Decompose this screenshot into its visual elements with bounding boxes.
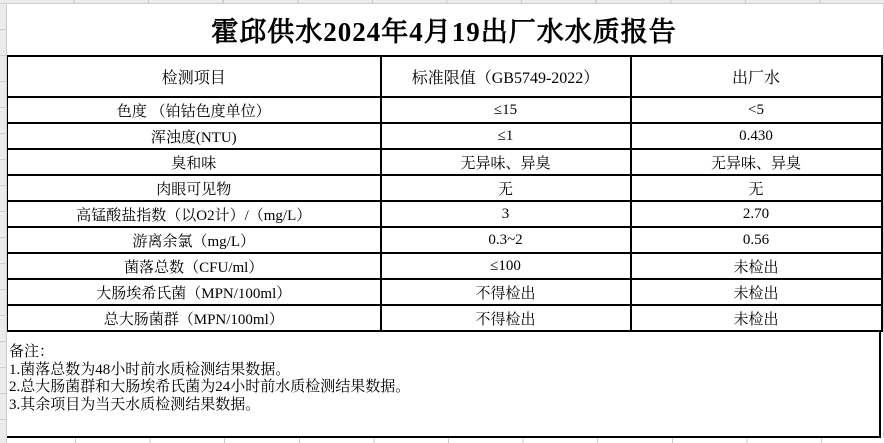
water-quality-table bbox=[7, 55, 883, 332]
notes-label: 备注： bbox=[9, 344, 55, 360]
parameter-cell: 肉眼可见物 bbox=[8, 175, 381, 201]
value-cell: 未检出 bbox=[631, 253, 882, 279]
limit-cell: 无异味、异臭 bbox=[381, 149, 631, 175]
value-cell: 0.56 bbox=[631, 227, 882, 253]
value-cell: 2.70 bbox=[631, 201, 882, 227]
sheet-left-gridline-margin bbox=[0, 4, 7, 443]
table-row bbox=[8, 279, 882, 305]
value-cell: 0.430 bbox=[631, 123, 882, 149]
limit-cell: ≤100 bbox=[381, 253, 631, 279]
table-row bbox=[8, 97, 882, 123]
table-row bbox=[8, 305, 882, 331]
parameter-cell: 高锰酸盐指数（以O2计）/（mg/L） bbox=[8, 201, 381, 227]
value-cell: 无异味、异臭 bbox=[631, 149, 882, 175]
value-cell: 无 bbox=[631, 175, 882, 201]
parameter-cell: 菌落总数（CFU/ml） bbox=[8, 253, 381, 279]
limit-cell: 0.3~2 bbox=[381, 227, 631, 253]
parameter-cell: 色度 （铂钴色度单位） bbox=[8, 97, 381, 123]
notes-section bbox=[7, 332, 881, 438]
note-line: 2.总大肠菌群和大肠埃希氏菌为24小时前水质检测结果数据。 bbox=[9, 379, 411, 395]
note-line: 3.其余项目为当天水质检测结果数据。 bbox=[9, 396, 261, 413]
parameter-cell: 游离余氯（mg/L） bbox=[8, 227, 381, 253]
value-cell: <5 bbox=[631, 97, 882, 123]
table-header-row bbox=[8, 56, 882, 97]
limit-cell: 3 bbox=[381, 201, 631, 227]
header-parameter: 检测项目 bbox=[8, 56, 381, 97]
table-row bbox=[8, 123, 882, 149]
parameter-cell: 总大肠菌群（MPN/100ml） bbox=[8, 305, 381, 331]
table-row bbox=[8, 253, 882, 279]
limit-cell: 不得检出 bbox=[381, 279, 631, 305]
table-row bbox=[8, 149, 882, 175]
table-row bbox=[8, 227, 882, 253]
limit-cell: 不得检出 bbox=[381, 305, 631, 331]
parameter-cell: 大肠埃希氏菌（MPN/100ml） bbox=[8, 279, 381, 305]
header-finished-water: 出厂水 bbox=[631, 56, 882, 97]
parameter-cell: 臭和味 bbox=[8, 149, 381, 175]
header-standard-limit: 标准限值（GB5749-2022） bbox=[381, 56, 631, 97]
limit-cell: 无 bbox=[381, 175, 631, 201]
table-row bbox=[8, 175, 882, 201]
limit-cell: ≤15 bbox=[381, 97, 631, 123]
value-cell: 未检出 bbox=[631, 305, 882, 331]
report-content bbox=[7, 4, 881, 438]
table-row bbox=[8, 201, 882, 227]
value-cell: 未检出 bbox=[631, 279, 882, 305]
parameter-cell: 浑浊度(NTU) bbox=[8, 123, 381, 149]
sheet-bottom-gridline-margin bbox=[7, 438, 884, 443]
report-title: 霍邱供水2024年4月19出厂水水质报告 bbox=[211, 17, 677, 47]
note-line: 1.菌落总数为48小时前水质检测结果数据。 bbox=[9, 361, 291, 378]
limit-cell: ≤1 bbox=[381, 123, 631, 149]
